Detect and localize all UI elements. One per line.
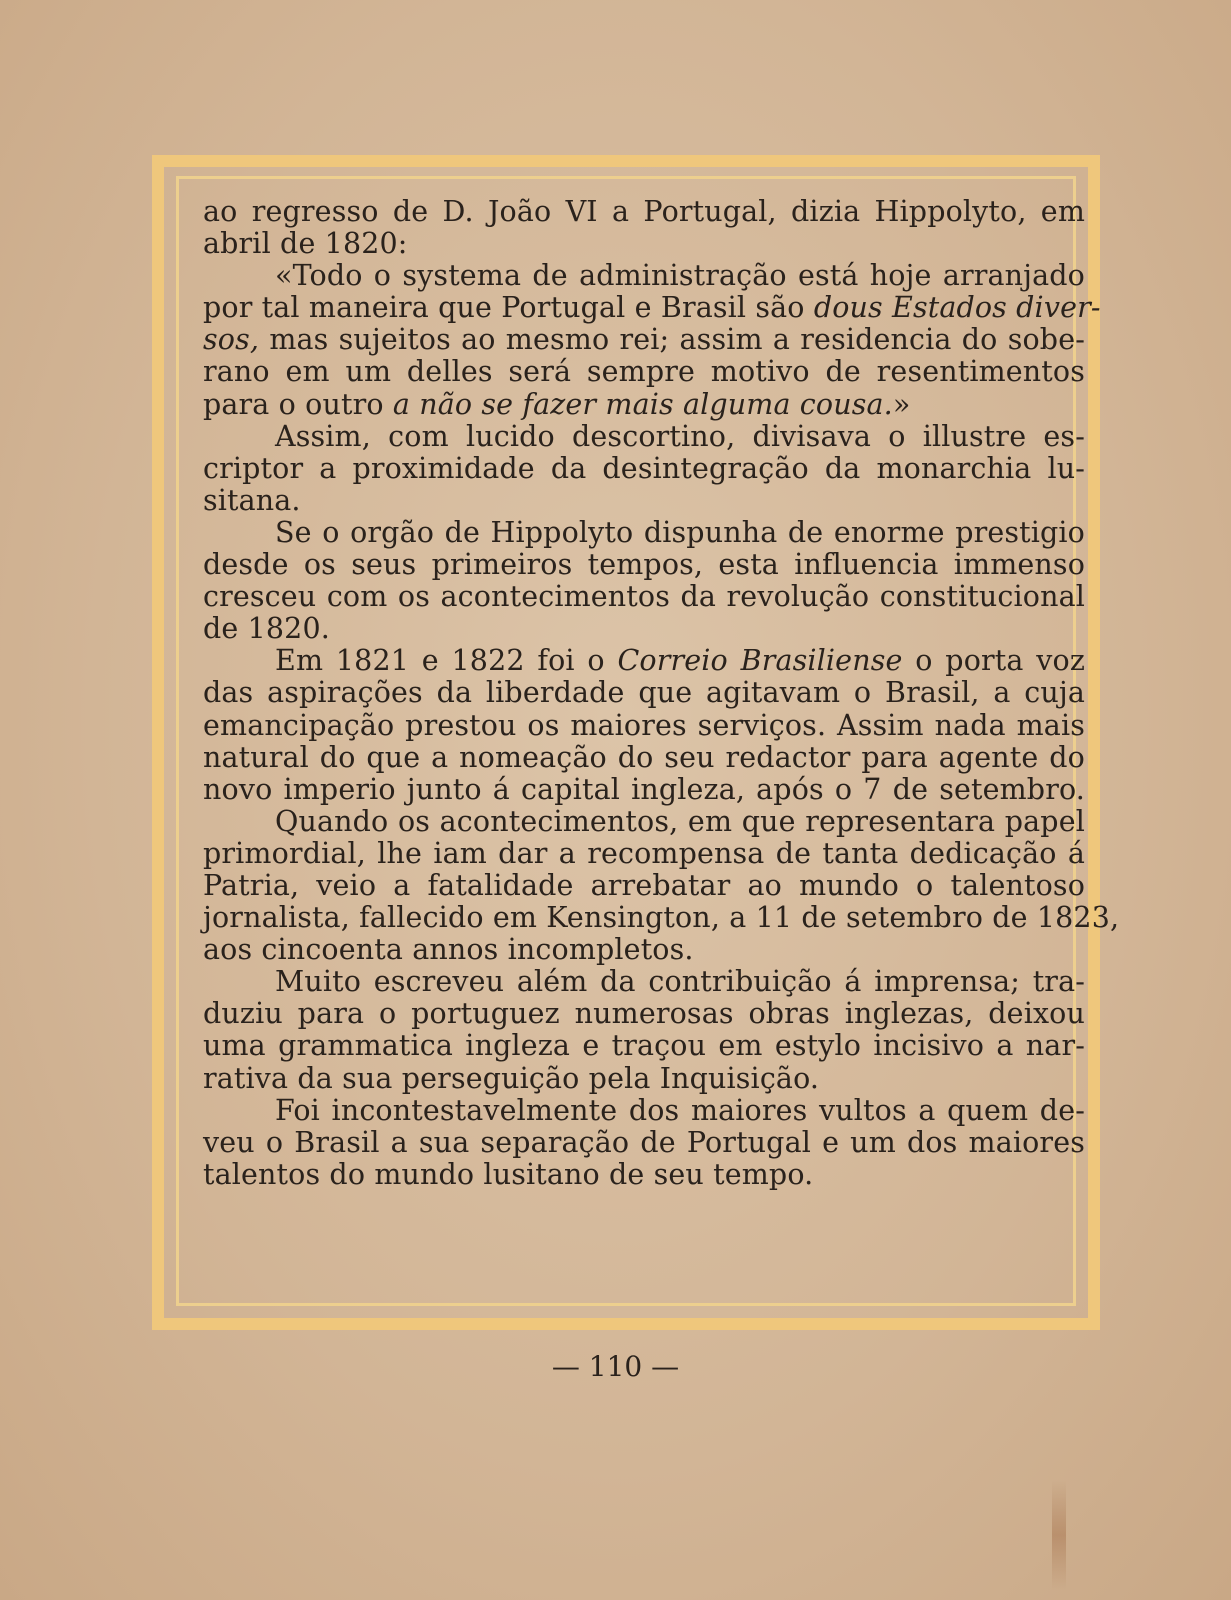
text-run: criptor a proximidade da desintegração da monarchia lu- xyxy=(203,451,1085,485)
text-line xyxy=(203,806,1085,838)
text-run: Foi incontestavelmente dos maiores vultos a quem de- xyxy=(275,1093,1085,1127)
text-run: «Todo o systema de administração está hoje arranjado xyxy=(275,259,1085,293)
text-line xyxy=(203,260,1085,292)
text-run: natural do que a nomeação do seu redactor para agente do xyxy=(203,740,1085,774)
text-line xyxy=(203,485,1085,517)
text-run: por tal maneira que Portugal e Brasil são xyxy=(203,291,814,325)
italic-text: Correio Brasiliense xyxy=(617,644,903,678)
text-line xyxy=(203,517,1085,549)
text-line xyxy=(203,998,1085,1030)
text-line xyxy=(203,870,1085,902)
text-run: primordial, lhe iam dar a recompensa de tanta dedicação á xyxy=(203,836,1085,870)
text-run: uma grammatica ingleza e traçou em estylo incisivo a nar- xyxy=(203,1029,1085,1063)
body-text xyxy=(203,195,1120,1191)
text-run: das aspirações da liberdade que agitavam o Brasil, a cuja xyxy=(203,676,1085,710)
text-run: emancipação prestou os maiores serviços. Assim nada mais xyxy=(203,708,1085,742)
paper-stain xyxy=(1052,1480,1066,1590)
text-run: para o outro xyxy=(203,387,393,421)
text-run: abril de 1820: xyxy=(203,227,408,261)
text-run: » xyxy=(892,387,911,421)
text-run: sitana. xyxy=(203,483,301,517)
text-run: Quando os acontecimentos, em que representara papel xyxy=(275,804,1085,838)
text-line xyxy=(203,645,1085,677)
text-run: aos cincoenta annos incompletos. xyxy=(203,933,694,967)
page-number: — 110 — xyxy=(551,1350,680,1383)
italic-text: a não se fazer mais alguma cousa. xyxy=(392,387,893,421)
text-line xyxy=(203,549,1085,581)
text-line xyxy=(203,774,1085,806)
text-run: de 1820. xyxy=(203,612,330,646)
text-line xyxy=(203,1030,1085,1062)
text-line xyxy=(203,196,1085,228)
text-run: cresceu com os acontecimentos da revolução constitucional xyxy=(203,580,1085,614)
text-line xyxy=(203,453,1085,485)
text-run: Assim, com lucido descortino, divisava o illustre es- xyxy=(275,419,1085,453)
text-line xyxy=(203,581,1085,613)
text-run: rativa da sua perseguição pela Inquisição. xyxy=(203,1061,820,1095)
text-line xyxy=(203,838,1085,870)
text-line xyxy=(203,966,1085,998)
text-run: desde os seus primeiros tempos, esta influencia immenso xyxy=(203,548,1085,582)
text-line xyxy=(203,324,1085,356)
text-run: o porta voz xyxy=(902,644,1085,678)
text-line xyxy=(203,742,1085,774)
italic-text: sos, xyxy=(203,323,260,357)
text-run: mas sujeitos ao mesmo rei; assim a residencia do sobe- xyxy=(259,323,1085,357)
text-line xyxy=(203,1095,1085,1127)
text-line xyxy=(203,1159,1085,1191)
text-run: Muito escreveu além da contribuição á imprensa; tra- xyxy=(275,965,1085,999)
text-line xyxy=(203,901,1120,935)
text-run: jornalista, fallecido em Kensington, a 11 de setembro de 1823, xyxy=(203,901,1120,935)
text-line xyxy=(203,934,1085,966)
text-line xyxy=(203,1127,1085,1159)
text-line xyxy=(203,356,1085,388)
text-run: duziu para o portuguez numerosas obras inglezas, deixou xyxy=(203,997,1085,1031)
text-run: Em 1821 e 1822 foi o xyxy=(275,644,618,678)
text-line xyxy=(203,1063,1085,1095)
text-run: veu o Brasil a sua separação de Portugal e um dos maiores xyxy=(203,1125,1085,1159)
text-line xyxy=(203,710,1085,742)
text-line xyxy=(203,389,1085,421)
text-run: Se o orgão de Hippolyto dispunha de enorme prestigio xyxy=(275,515,1085,549)
text-line xyxy=(203,677,1085,709)
text-line xyxy=(203,613,1085,645)
text-run: ao regresso de D. João VI a Portugal, dizia Hippolyto, em xyxy=(203,195,1085,228)
text-line xyxy=(203,421,1085,453)
text-line xyxy=(203,228,1085,260)
text-run: Patria, veio a fatalidade arrebatar ao mundo o talentoso xyxy=(203,868,1085,902)
text-line xyxy=(203,291,1101,325)
italic-text: dous Estados diver- xyxy=(813,291,1101,325)
text-run: rano em um delles será sempre motivo de resentimentos xyxy=(203,355,1085,389)
text-run: novo imperio junto á capital ingleza, após o 7 de setembro. xyxy=(203,772,1085,806)
text-run: talentos do mundo lusitano de seu tempo. xyxy=(203,1157,814,1191)
